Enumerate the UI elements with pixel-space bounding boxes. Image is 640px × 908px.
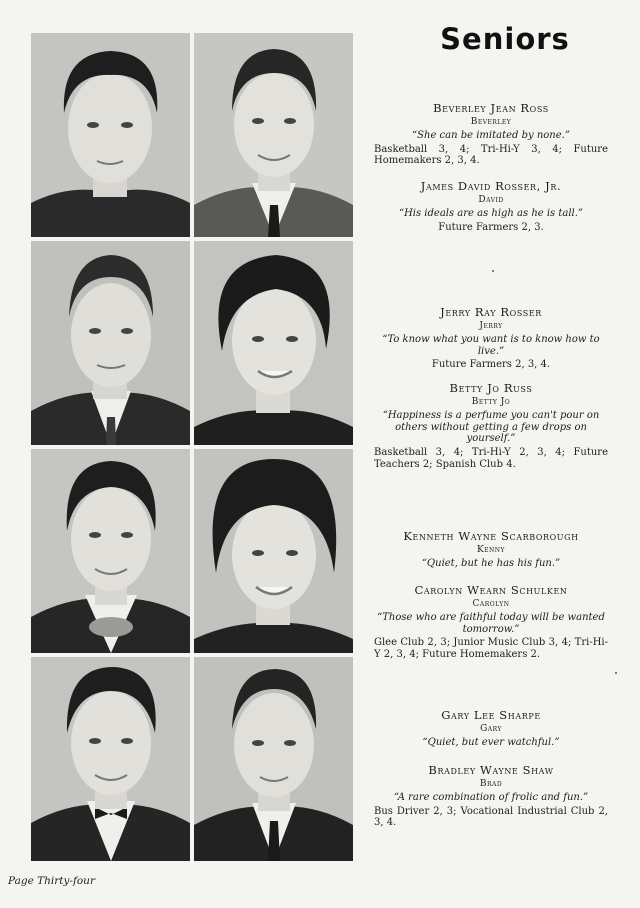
senior-name: Betty Jo Russ [449,381,533,395]
portrait-photo-gary-sharpe [31,657,190,861]
print-speck [615,672,617,674]
senior-activities: Future Farmers 2, 3, 4. [431,359,551,371]
senior-nickname: David [478,194,504,205]
senior-entry [374,383,608,470]
senior-nickname: Betty Jo [471,396,511,407]
senior-nickname: Brad [479,778,503,789]
senior-activities: Glee Club 2, 3; Junior Music Club 3, 4; Tri-Hi-Y 2, 3, 4; Future Homemakers 2. [374,637,608,660]
portrait-photo-david-rosser [194,33,353,237]
senior-activities: Bus Driver 2, 3; Vocational Industrial Club 2, 3, 4. [374,805,608,829]
senior-entry [374,307,608,371]
senior-name: Jerry Ray Rosser [440,305,542,319]
senior-quote: “To know what you want is to know how to live.” [382,334,600,357]
senior-quote: “Those who are faithful today will be wanted tomorrow.” [377,612,605,635]
senior-nickname: Gary [480,723,502,734]
senior-nickname: Carolyn [472,598,510,609]
senior-quote: “A rare combination of frolic and fun.” [393,792,589,804]
senior-entry [374,765,608,829]
senior-nickname: Kenny [476,544,506,555]
senior-name: Beverley Jean Ross [433,101,549,115]
page-number: Page Thirty-four [8,875,95,887]
senior-entry [374,181,608,233]
senior-entry [374,710,608,751]
portrait-photo-betty-jo-russ [194,241,353,445]
print-speck [492,270,494,272]
senior-entry [374,531,608,572]
senior-entry [374,585,608,661]
senior-activities: Future Farmers 2, 3. [438,221,544,233]
senior-quote: “Happiness is a perfume you can't pour on others without getting a few drops on yourself.” [382,410,600,445]
portrait-photo-beverley-ross [31,33,190,237]
senior-quote: “Quiet, but ever watchful.” [422,737,560,749]
senior-nickname: Jerry [479,320,503,331]
senior-entry [374,103,608,167]
senior-quote: “Quiet, but he has his fun.” [421,558,561,570]
portrait-photo-carolyn-schulken [194,449,353,653]
senior-name: Carolyn Wearn Schulken [414,583,568,597]
portrait-photo-jerry-rosser [31,241,190,445]
senior-activities: Basketball 3, 4; Tri-Hi-Y 2, 3, 4; Future Teachers 2; Spanish Club 4. [374,446,608,470]
portrait-photo-bradley-shaw [194,657,353,861]
senior-nickname: Beverley [470,116,512,127]
portrait-photo-kenneth-scarborough [31,449,190,653]
senior-name: Bradley Wayne Shaw [428,763,554,777]
senior-name: Kenneth Wayne Scarborough [403,529,579,543]
senior-name: James David Rosser, Jr. [420,179,562,193]
senior-name: Gary Lee Sharpe [441,708,541,722]
senior-quote: “She can be imitated by none.” [412,130,570,142]
senior-activities: Basketball 3, 4; Tri-Hi-Y 3, 4; Future Homemakers 2, 3, 4. [374,143,608,167]
senior-quote: “His ideals are as high as he is tall.” [398,208,584,220]
page-title: Seniors [440,22,570,56]
